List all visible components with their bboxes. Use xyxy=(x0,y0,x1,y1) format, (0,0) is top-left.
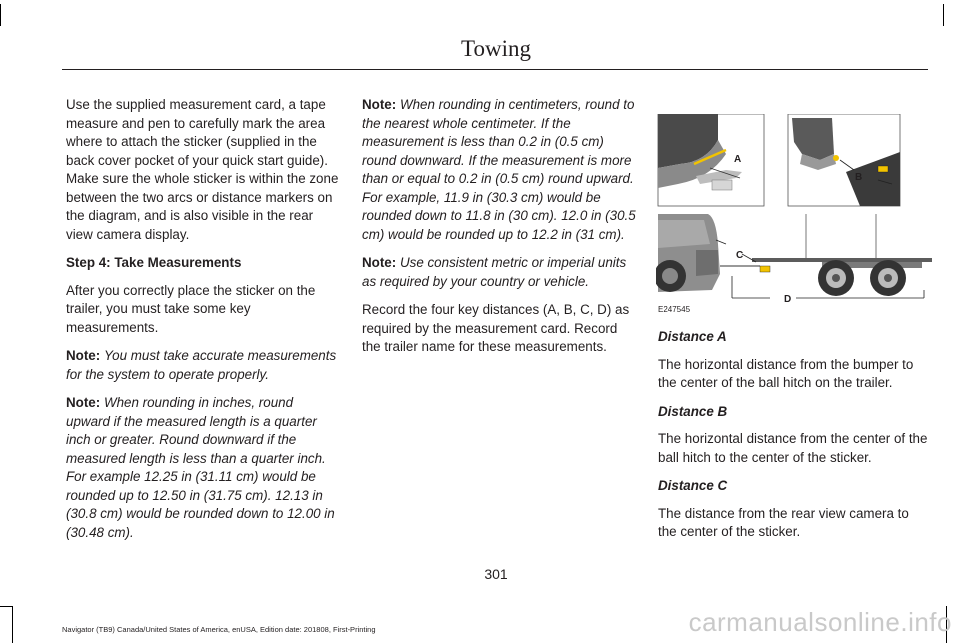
label-a: A xyxy=(734,154,742,165)
paragraph-measurements: After you correctly place the sticker on the trailer, you must take some key measurements. xyxy=(66,282,316,335)
note-rounding-cm xyxy=(362,96,636,244)
column-1 xyxy=(66,96,340,552)
figure-code: E247545 xyxy=(658,305,691,314)
step-heading: Step 4: Take Measurements xyxy=(66,255,242,270)
label-c: C xyxy=(736,250,744,261)
inset-hitch-sticker xyxy=(788,114,900,206)
note-label: Note: xyxy=(66,348,101,363)
page-number: 301 xyxy=(484,566,508,582)
watermark: carmanualsonline.info xyxy=(688,607,952,637)
distance-b-heading: Distance B xyxy=(658,403,728,419)
note-units xyxy=(362,254,636,291)
note-label: Note: xyxy=(362,255,397,270)
column-2 xyxy=(362,96,636,367)
main-view-vehicle-trailer xyxy=(656,214,932,298)
distance-c-heading: Distance C xyxy=(658,478,728,493)
note-rounding-inches xyxy=(66,394,340,542)
distance-a-heading: Distance A xyxy=(658,329,727,344)
inset-bumper-hitch xyxy=(658,114,764,206)
note-text: When rounding in centimeters, round to the nearest whole centimeter. If the measurement is less than 0.2 in (0.5 cm) round downward. If the measurement is more than or equal to 0.2 in (0.5 cm) round upward. For example, 11.9 in (30.3 cm) would be rounded down to 11.8 in (30 cm). 12.0 in (30.5 cm) would be rounded up to 12.2 in (31 cm). xyxy=(362,97,636,242)
column-3 xyxy=(658,328,930,552)
label-b: B xyxy=(855,172,863,183)
note-text: Use consistent metric or imperial units as required by your country or vehicle. xyxy=(362,255,627,289)
crop-mark xyxy=(943,4,944,26)
paragraph-record: Record the four key distances (A, B, C, D) as required by the measurement card. Record the trailer name for these measurements. xyxy=(362,302,630,354)
page-title: Towing xyxy=(461,36,531,61)
note-text: When rounding in inches, round upward if the measured length is a quarter inch or greater. Round downward if the measured length is less than a quarter inch. For example 12.25 in (31.11 cm) would be rounded up to 12.50 in (31.75 cm). 12.13 in (30.8 cm) would be rounded down to 12.00 in (30.48 cm). xyxy=(66,395,335,540)
note-label: Note: xyxy=(66,395,101,410)
note-label: Note: xyxy=(362,97,397,112)
crop-mark xyxy=(12,606,13,643)
header-rule xyxy=(62,69,928,70)
distance-c-text: The distance from the rear view camera to the center of the sticker. xyxy=(658,505,909,539)
trailer-measurement-diagram xyxy=(656,114,932,320)
note-text: You must take accurate measurements for the system to operate properly. xyxy=(66,348,337,382)
crop-mark xyxy=(0,606,12,607)
label-d: D xyxy=(784,294,792,305)
distance-b-text: The horizontal distance from the center of the ball hitch to the center of the sticker. xyxy=(658,431,928,465)
crop-mark xyxy=(0,4,1,26)
paragraph-sticker-placement: Use the supplied measurement card, a tape measure and pen to carefully mark the area where to attach the sticker (supplied in the back cover pocket of your quick start guide). Make sure the whole sticker is within the zone between the two arcs or distance markers on the diagram, and is also visible in the rear view camera display. xyxy=(66,97,339,242)
distance-a-text: The horizontal distance from the bumper to the center of the ball hitch on the trailer. xyxy=(658,356,914,390)
note-accurate xyxy=(66,347,340,384)
footer-edition: Navigator (TB9) Canada/United States of America, enUSA, Edition date: 201808, First-Printing xyxy=(62,625,376,634)
